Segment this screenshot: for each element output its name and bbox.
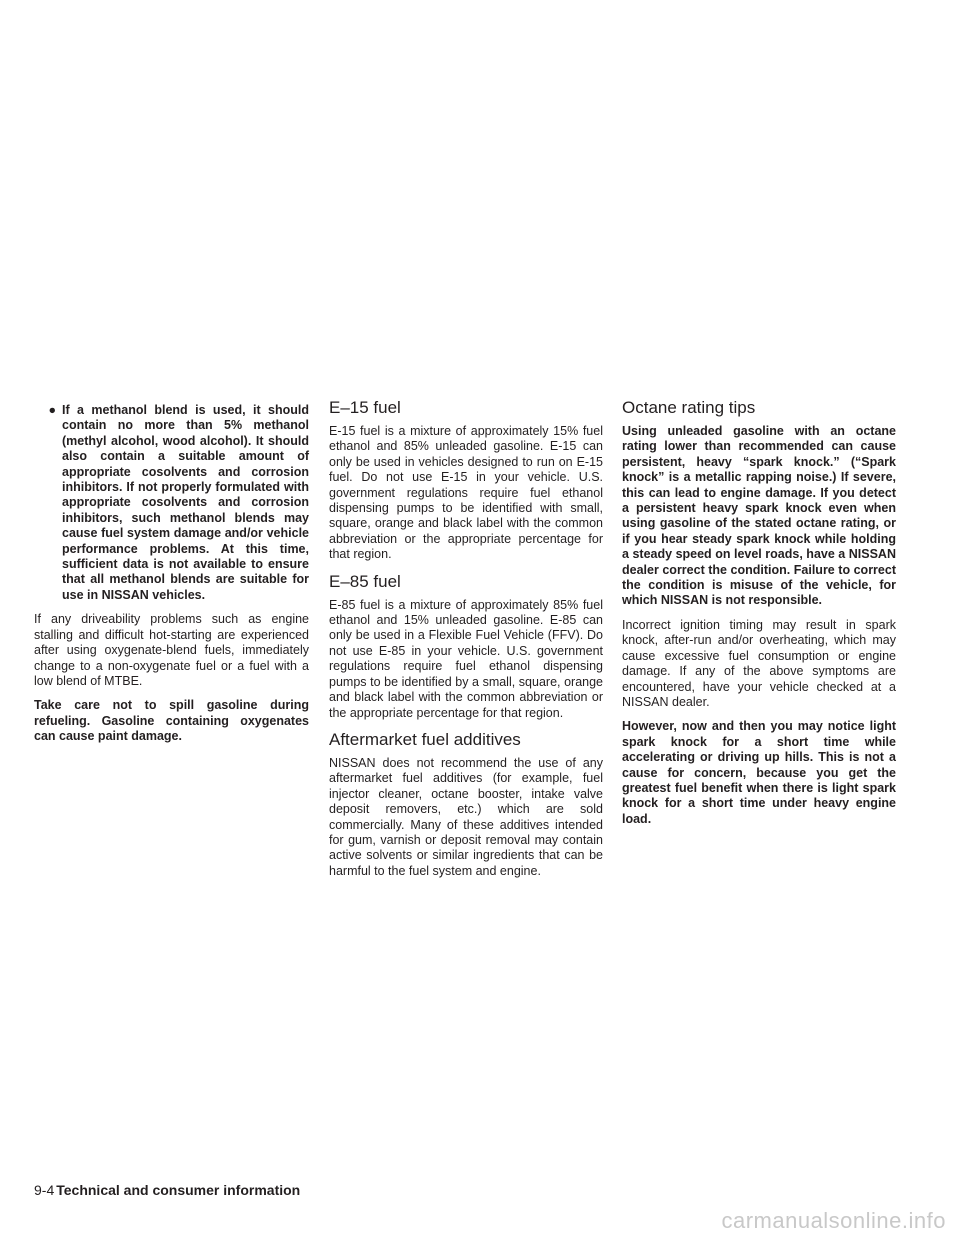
- octane-heading: Octane rating tips: [622, 398, 756, 417]
- e15-heading: E–15 fuel: [329, 398, 401, 417]
- octane-warning-paragraph: Using unleaded gasoline with an octane rating lower than recommended can cause persistent, heavy “spark knock.” (“Spark knock” is a metallic rapping noise.) If severe, this can lead to engine damage. If you detect a persistent heavy spark knock even when using gasoline of the stated octane rating, or if you hear steady spark knock while holding a steady speed on level roads, have a NISSAN dealer correct the condition. Failure to correct the condition is misuse of the vehicle, for which NISSAN is not responsible.: [622, 424, 896, 608]
- light-knock-paragraph: However, now and then you may notice light spark knock for a short time while accelerating or driving up hills. This is not a cause for concern, because you get the greatest fuel benefit when there is light spark knock for a short time under heavy engine load.: [622, 719, 896, 826]
- section-title: Technical and consumer information: [56, 1182, 301, 1198]
- e15-paragraph: E-15 fuel is a mixture of approximately 15% fuel ethanol and 85% unleaded gasoline. E-15 can only be used in vehicles designed to run on E-15 fuel. Do not use E-15 in your vehicle. U.S. government regulations require fuel ethanol dispensing pumps to be identified with small, square, orange and black label with the common abbreviation or the appropriate percentage for that region.: [329, 424, 603, 562]
- spill-warning-paragraph: Take care not to spill gasoline during refueling. Gasoline containing oxygenates can cause paint damage.: [34, 698, 309, 744]
- column-right: [622, 398, 896, 836]
- page-number: 9-4: [34, 1182, 55, 1198]
- watermark: carmanualsonline.info: [721, 1208, 946, 1233]
- driveability-paragraph: If any driveability problems such as engine stalling and difficult hot-starting are experienced after using oxygenate-blend fuels, immediately change to a non-oxygenate fuel or a fuel with a low blend of MTBE.: [34, 612, 309, 688]
- methanol-bullet: [34, 403, 309, 603]
- methanol-bullet-text: If a methanol blend is used, it should contain no more than 5% methanol (methyl alcohol, wood alcohol). It should also contain a suitable amount of appropriate cosolvents and corrosion inhibitors. If not properly formulated with appropriate cosolvents and corrosion inhibitors, such methanol blends may cause fuel system damage and/or vehicle performance problems. At this time, sufficient data is not available to ensure that all methanol blends are suitable for use in NISSAN vehicles.: [62, 403, 309, 602]
- additives-paragraph: NISSAN does not recommend the use of any aftermarket fuel additives (for example, fuel injector cleaner, octane booster, intake valve deposit removers, etc.) which are sold commercially. Many of these additives intended for gum, varnish or deposit removal may contain active solvents or similar ingredients that can be harmful to the fuel system and engine.: [329, 755, 603, 878]
- e85-paragraph: E-85 fuel is a mixture of approximately 85% fuel ethanol and 15% unleaded gasoline. E-85 can only be used in a Flexible Fuel Vehicle (FFV). Do not use E-85 in your vehicle. U.S. government regulations require fuel ethanol dispensing pumps to be identified by a small, square, orange and black label with the common abbreviation or the appropriate percentage for that region.: [329, 597, 603, 720]
- column-left: [34, 403, 309, 754]
- bullet-icon: ●: [48, 403, 56, 417]
- ignition-timing-paragraph: Incorrect ignition timing may result in spark knock, after-run and/or overheating, which may cause excessive fuel consumption or engine damage. If any of the above symptoms are encountered, have your vehicle checked at a NISSAN dealer.: [622, 617, 896, 709]
- e85-heading: E–85 fuel: [329, 571, 401, 591]
- additives-heading: Aftermarket fuel additives: [329, 729, 521, 749]
- column-middle: [329, 398, 603, 888]
- page-footer: [34, 1181, 300, 1199]
